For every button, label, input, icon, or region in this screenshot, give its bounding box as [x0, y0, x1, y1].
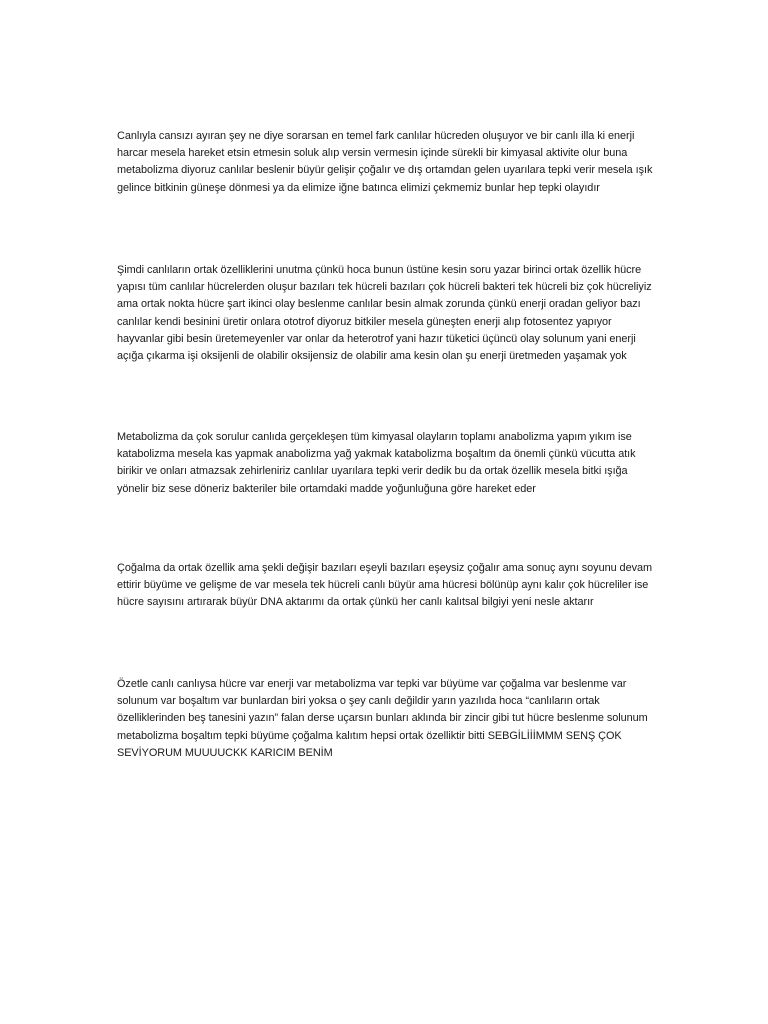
paragraph-reproduction: Çoğalma da ortak özellik ama şekli değişir bazıları eşeyli bazıları eşeysiz çoğalır ama sonuç aynı soyunu devam ettirir büyüme ve gelişme de var mesela tek hücreli canlı büyür ama hücresi bölünüp aynı kalır çok hücreliler ise hücre sayısını artırarak büyür DNA aktarımı da ortak çünkü her canlı kalıtsal bilgiyi yeni nesle aktarır: [117, 562, 653, 609]
paragraph-metabolism: Metabolizma da çok sorulur canlıda gerçekleşen tüm kimyasal olayların toplamı anabolizma yapım yıkım ise katabolizma mesela kas yapmak anabolizma yağ yakmak katabolizma boşaltım da önemli çünkü vücutta atık birikir ve onları atmazsak zehirleniriz canlılar uyarılara tepki verir dedik bu da ortak özellik mesela bitki ışığa yönelir biz sese döneriz bakteriler bile ortamdaki madde yoğunluğuna göre hareket eder: [117, 431, 636, 495]
paragraph-living-vs-nonliving: Canlıyla cansızı ayıran şey ne diye sorarsan en temel fark canlılar hücreden oluşuyor ve bir canlı illa ki enerji harcar mesela hareket etsin etmesin soluk alıp versin vermesin içinde sürekli bir kimyasal aktivite olur buna metabolizma diyoruz canlılar beslenir büyür gelişir çoğalır ve dış ortamdan gelen uyarılara tepki verir mesela ışık gelince bitkinin güneşe dönmesi ya da elimize iğne batınca elimizi çekmemiz bunlar hep tepki olayıdır: [117, 130, 653, 194]
paragraph-common-features: Şimdi canlıların ortak özelliklerini unutma çünkü hoca bunun üstüne kesin soru yazar birinci ortak özellik hücre yapısı tüm canlılar hücrelerden oluşur bazıları tek hücreli bazıları çok hücreli bakteri tek hücreli biz çok hücreliyiz ama ortak nokta hücre şart ikinci olay beslenme canlılar besin almak zorunda çünkü enerji oradan geliyor bazı canlılar kendi besinini üretir onlara ototrof diyoruz bitkiler mesela güneşten enerji alıp fotosentez yapıyor hayvanlar gibi besin üretemeyenler var onlar da heterotrof yani hazır tüketici üçüncü olay solunum yani enerji açığa çıkarma işi oksijenli de olabilir oksijensiz de olabilir ama kesin olan şu enerji üretmeden yaşamak yok: [117, 264, 652, 363]
paragraph-summary: Özetle canlı canlıysa hücre var enerji var metabolizma var tepki var büyüme var çoğalma var beslenme var solunum var boşaltım var bunlardan biri yoksa o şey canlı değildir yarın yazılıda hoca “canlıların ortak özelliklerinden beş tanesini yazın” falan derse uçarsın bunları aklında bir zincir gibi tut hücre beslenme solunum metabolizma boşaltım tepki büyüme çoğalma kalıtım hepsi ortak özelliktir bitti SEBGİLİİİMMM SENŞ ÇOK SEVİYORUM MUUUUCKK KARICIM BENİM: [117, 678, 648, 759]
